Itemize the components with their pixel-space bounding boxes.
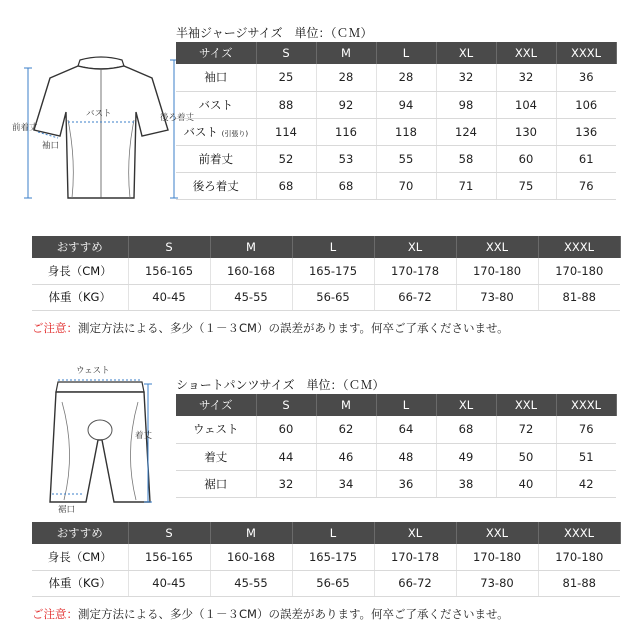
header-cell: XXXL bbox=[556, 42, 616, 64]
cell: 32 bbox=[436, 64, 496, 91]
cell: 73-80 bbox=[456, 570, 538, 596]
cell: 49 bbox=[436, 443, 496, 470]
cell: 92 bbox=[316, 91, 376, 118]
table-row bbox=[32, 544, 620, 570]
cell: 106 bbox=[556, 91, 616, 118]
front-length-label: 前着丈 bbox=[12, 123, 38, 133]
jersey-diagram bbox=[12, 50, 195, 210]
header-cell: S bbox=[256, 42, 316, 64]
cell: 118 bbox=[376, 118, 436, 145]
cell: 52 bbox=[256, 145, 316, 172]
cell: 53 bbox=[316, 145, 376, 172]
cell: 46 bbox=[316, 443, 376, 470]
note-warning-label: ご注意： bbox=[32, 321, 78, 335]
cell: 28 bbox=[376, 64, 436, 91]
header-cell: L bbox=[376, 42, 436, 64]
header-cell: S bbox=[256, 394, 316, 416]
cell: 88 bbox=[256, 91, 316, 118]
header-cell: サイズ bbox=[176, 394, 256, 416]
cell: 70 bbox=[376, 172, 436, 199]
cell: 56-65 bbox=[292, 284, 374, 310]
cell: 42 bbox=[556, 470, 616, 497]
cell: 51 bbox=[556, 443, 616, 470]
header-cell: M bbox=[316, 42, 376, 64]
header-cell: XL bbox=[374, 236, 456, 258]
cell: 170-180 bbox=[538, 544, 620, 570]
jersey-size-table bbox=[176, 42, 617, 200]
row-label: 袖口 bbox=[176, 64, 256, 91]
shorts-outline bbox=[50, 382, 150, 502]
table-row bbox=[176, 64, 616, 91]
table-row bbox=[176, 443, 616, 470]
row-label: ウェスト bbox=[176, 416, 256, 443]
header-cell: XL bbox=[436, 394, 496, 416]
cell: 75 bbox=[496, 172, 556, 199]
cell: 62 bbox=[316, 416, 376, 443]
row-label: 裾口 bbox=[176, 470, 256, 497]
cell: 81-88 bbox=[538, 570, 620, 596]
cell: 160-168 bbox=[210, 544, 292, 570]
row-label-sub: (引張り) bbox=[221, 129, 249, 138]
cell: 72 bbox=[496, 416, 556, 443]
cell: 66-72 bbox=[374, 570, 456, 596]
cell: 130 bbox=[496, 118, 556, 145]
header-cell: S bbox=[128, 236, 210, 258]
row-label: 身長（CM） bbox=[32, 544, 128, 570]
table-row bbox=[32, 284, 620, 310]
cell: 36 bbox=[376, 470, 436, 497]
cell: 36 bbox=[556, 64, 616, 91]
row-label: 後ろ着丈 bbox=[176, 172, 256, 199]
cell: 114 bbox=[256, 118, 316, 145]
cell: 81-88 bbox=[538, 284, 620, 310]
cell: 71 bbox=[436, 172, 496, 199]
bust-label: バスト bbox=[86, 109, 112, 119]
measurement-note-2 bbox=[32, 606, 509, 622]
cell: 48 bbox=[376, 443, 436, 470]
row-label: 前着丈 bbox=[176, 145, 256, 172]
table-row bbox=[176, 145, 616, 172]
cell: 124 bbox=[436, 118, 496, 145]
length-label: 着丈 bbox=[135, 431, 153, 441]
cell: 40 bbox=[496, 470, 556, 497]
header-cell: XXXL bbox=[556, 394, 616, 416]
cell: 116 bbox=[316, 118, 376, 145]
header-cell: XXL bbox=[456, 236, 538, 258]
header-cell: XXL bbox=[496, 42, 556, 64]
cell: 60 bbox=[496, 145, 556, 172]
cell: 58 bbox=[436, 145, 496, 172]
cell: 50 bbox=[496, 443, 556, 470]
cell: 66-72 bbox=[374, 284, 456, 310]
cell: 44 bbox=[256, 443, 316, 470]
row-label: 体重（KG） bbox=[32, 284, 128, 310]
table-row bbox=[176, 470, 616, 497]
header-cell: L bbox=[292, 236, 374, 258]
table-row bbox=[176, 172, 616, 199]
hem-label: 裾口 bbox=[58, 505, 76, 515]
cell: 170-178 bbox=[374, 544, 456, 570]
header-cell: XL bbox=[436, 42, 496, 64]
header-cell: XXL bbox=[496, 394, 556, 416]
header-cell: XXXL bbox=[538, 522, 620, 544]
jersey-outline bbox=[34, 57, 168, 198]
back-length-label: 後ろ着丈 bbox=[160, 113, 195, 123]
cell: 156-165 bbox=[128, 258, 210, 284]
table-row bbox=[176, 118, 616, 145]
waist-label: ウェスト bbox=[76, 366, 110, 376]
cell: 28 bbox=[316, 64, 376, 91]
cell: 76 bbox=[556, 416, 616, 443]
cell: 40-45 bbox=[128, 570, 210, 596]
cell: 136 bbox=[556, 118, 616, 145]
table-row bbox=[32, 570, 620, 596]
measurement-note-1 bbox=[32, 320, 509, 336]
recommend-table-jersey bbox=[32, 236, 621, 311]
table-row bbox=[32, 258, 620, 284]
cell: 32 bbox=[256, 470, 316, 497]
header-cell: L bbox=[376, 394, 436, 416]
cell: 45-55 bbox=[210, 570, 292, 596]
header-cell: おすすめ bbox=[32, 236, 128, 258]
table-row bbox=[176, 416, 616, 443]
jersey-table-title: 半袖ジャージサイズ 単位：（ＣＭ） bbox=[176, 26, 373, 40]
cell: 64 bbox=[376, 416, 436, 443]
note-text: 測定方法による、多少（１－３CM）の誤差があります。何卒ご了承くださいませ。 bbox=[78, 607, 509, 621]
row-label: 着丈 bbox=[176, 443, 256, 470]
header-cell: L bbox=[292, 522, 374, 544]
cell: 170-180 bbox=[456, 544, 538, 570]
cell: 165-175 bbox=[292, 544, 374, 570]
row-label: 体重（KG） bbox=[32, 570, 128, 596]
header-cell: XXL bbox=[456, 522, 538, 544]
row-label: 身長（CM） bbox=[32, 258, 128, 284]
cell: 68 bbox=[316, 172, 376, 199]
cell: 68 bbox=[436, 416, 496, 443]
cuff-label: 袖口 bbox=[42, 141, 60, 151]
cell: 25 bbox=[256, 64, 316, 91]
cell: 98 bbox=[436, 91, 496, 118]
header-cell: M bbox=[316, 394, 376, 416]
cell: 55 bbox=[376, 145, 436, 172]
note-warning-label: ご注意： bbox=[32, 607, 78, 621]
cell: 170-180 bbox=[456, 258, 538, 284]
cell: 104 bbox=[496, 91, 556, 118]
cell: 73-80 bbox=[456, 284, 538, 310]
row-label bbox=[176, 118, 256, 145]
cell: 60 bbox=[256, 416, 316, 443]
cell: 170-178 bbox=[374, 258, 456, 284]
shorts-diagram bbox=[40, 362, 160, 515]
cell: 170-180 bbox=[538, 258, 620, 284]
header-cell: M bbox=[210, 236, 292, 258]
header-cell: S bbox=[128, 522, 210, 544]
shorts-size-table bbox=[176, 394, 617, 498]
cell: 34 bbox=[316, 470, 376, 497]
header-cell: XXXL bbox=[538, 236, 620, 258]
header-cell: サイズ bbox=[176, 42, 256, 64]
table-row bbox=[176, 91, 616, 118]
cell: 40-45 bbox=[128, 284, 210, 310]
cell: 45-55 bbox=[210, 284, 292, 310]
cell: 165-175 bbox=[292, 258, 374, 284]
header-cell: おすすめ bbox=[32, 522, 128, 544]
cell: 160-168 bbox=[210, 258, 292, 284]
row-label-text: バスト bbox=[183, 124, 218, 139]
cell: 61 bbox=[556, 145, 616, 172]
cell: 56-65 bbox=[292, 570, 374, 596]
cell: 38 bbox=[436, 470, 496, 497]
cell: 32 bbox=[496, 64, 556, 91]
cell: 94 bbox=[376, 91, 436, 118]
recommend-table-shorts bbox=[32, 522, 621, 597]
cell: 76 bbox=[556, 172, 616, 199]
shorts-table-title: ショートパンツサイズ 単位：（ＣＭ） bbox=[176, 378, 385, 392]
cell: 68 bbox=[256, 172, 316, 199]
row-label: バスト bbox=[176, 91, 256, 118]
cell: 156-165 bbox=[128, 544, 210, 570]
header-cell: XL bbox=[374, 522, 456, 544]
note-text: 測定方法による、多少（１－３CM）の誤差があります。何卒ご了承くださいませ。 bbox=[78, 321, 509, 335]
header-cell: M bbox=[210, 522, 292, 544]
